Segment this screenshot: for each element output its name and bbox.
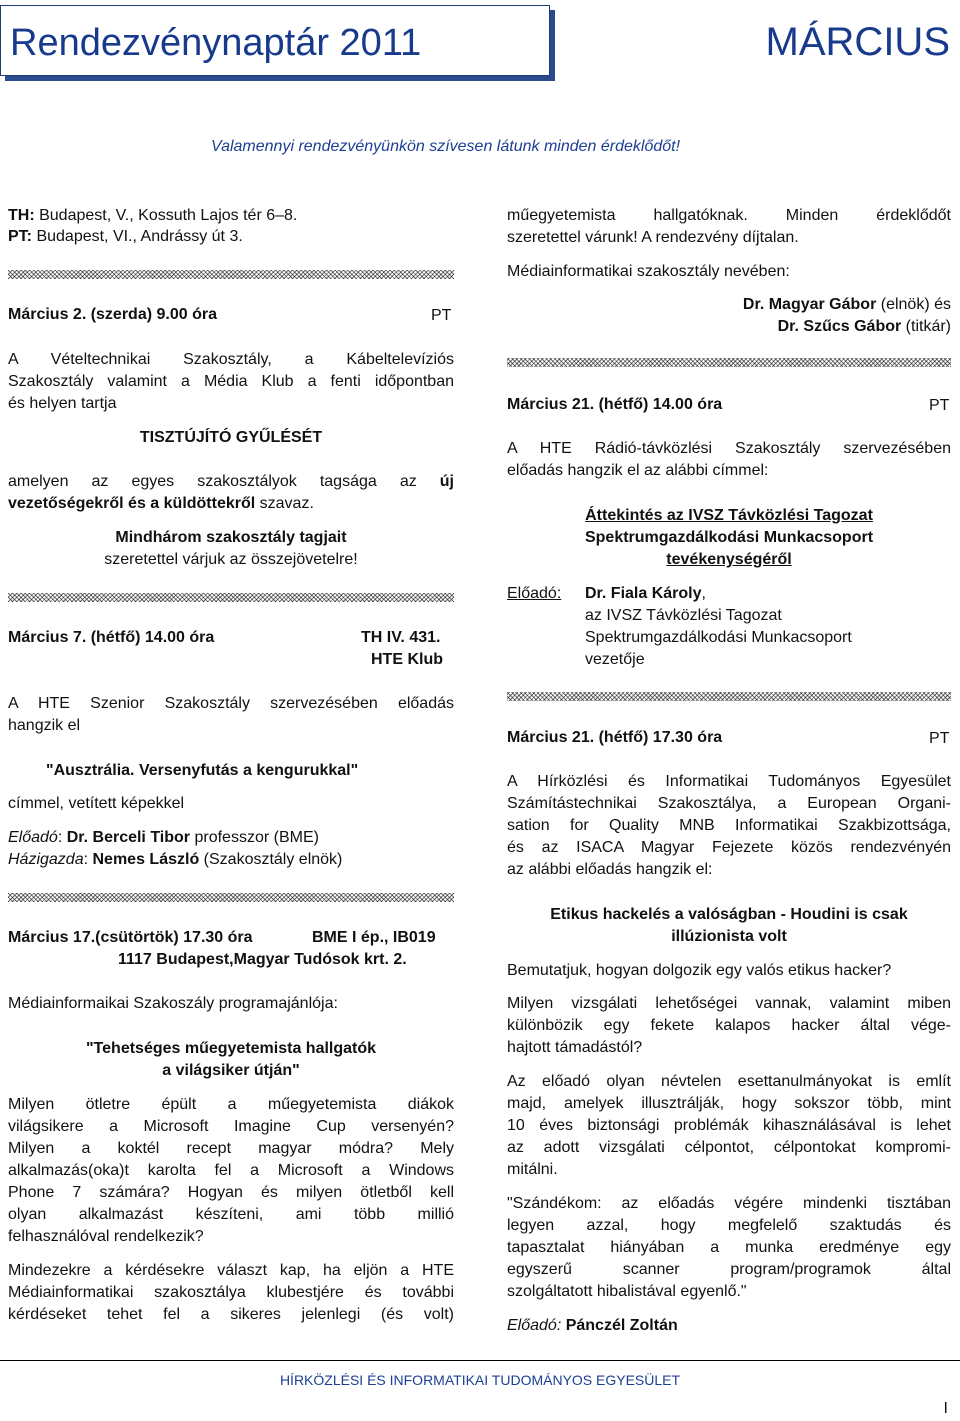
event3-place: BME I ép., IB019 bbox=[312, 929, 436, 946]
event2-place-2: HTE Klub bbox=[371, 651, 443, 668]
event1-place: PT bbox=[431, 307, 452, 324]
location-pt: PT: Budapest, VI., Andrássy út 3. bbox=[8, 228, 243, 245]
separator bbox=[507, 358, 951, 367]
event5-quote: "Szándékom: az előadás végére mindenki tisztában legyen azzal, hogy megfelelő szaktudás és tapasztalat hiányában a munka eredménye egy egyszerű scanner program/programok által szolgáltatott hibalistával egyenlő." bbox=[507, 1195, 951, 1300]
event5-speaker: Előadó: Pánczél Zoltán bbox=[507, 1317, 678, 1334]
event2-subtitle: címmel, vetített képekkel bbox=[8, 795, 185, 812]
event3-address: 1117 Budapest,Magyar Tudósok krt. 2. bbox=[118, 951, 407, 968]
separator bbox=[8, 593, 454, 602]
event4-speaker-label: Előadó: bbox=[507, 585, 562, 602]
event4-speaker: Dr. Fiala Károly, bbox=[585, 585, 706, 602]
event4-speaker-affil: az IVSZ Távközlési Tagozat bbox=[585, 607, 782, 624]
event5-paragraph4: Az előadó olyan névtelen esettanulmányokat is említ majd, amelyek illusztrálják, hogy sokszor több, mint 10 éves biztonsági problémák kihasználásával is lehet az adott vizsgálati célpontot, célpontokat kompromi- mitálni. bbox=[507, 1073, 951, 1178]
location-th: TH: Budapest, V., Kossuth Lajos tér 6–8. bbox=[8, 207, 298, 224]
event4-speaker-role: vezetője bbox=[585, 651, 645, 668]
event3-paragraph2: Mindezekre a kérdésekre választ kap, ha eljön a HTE Médiainformatikai szakosztálya klubestjére és további kérdéseket tehet fel a sikeres jelenlegi (és volt) bbox=[8, 1262, 454, 1323]
event4-paragraph: A HTE Rádió-távközlési Szakosztály szervezésében előadás hangzik el az alábbi címmel: bbox=[507, 440, 951, 479]
title-banner bbox=[0, 5, 550, 76]
event3-paragraph: Milyen ötletre épült a műegyetemista diákok világsikere a Microsoft Imagine Cup versenyén? Milyen a koktél recept magyar módra? Mely alkalmazás(oka)t karolta fel a Microsoft a Windows Phone 7 számára? Hogyan és milyen ötletből kell olyan alkalmazást készíteni, ami több millió felhasználóval rendelkezik? bbox=[8, 1096, 454, 1245]
event3-intro: Médiainformaikai Szakoszály programajánlója: bbox=[8, 995, 338, 1012]
event2-host: Házigazda: Nemes László (Szakosztály elnök) bbox=[8, 851, 343, 868]
event3-signer-1: Dr. Magyar Gábor (elnök) és bbox=[742, 296, 951, 313]
separator bbox=[8, 893, 454, 902]
event4-title: Áttekintés az IVSZ Távközlési Tagozat Spektrumgazdálkodási Munkacsoport tevékenységéről bbox=[584, 507, 874, 568]
event1-invite: Mindhárom szakosztály tagjait szeretettel várjuk az összejövetelre! bbox=[104, 529, 358, 568]
event1-paragraph: A Vételtechnikai Szakosztály, a Kábeltelevíziós Szakosztály valamint a Média Klub a fenti időpontban és helyen tartja bbox=[8, 351, 454, 412]
event1-date: Március 2. (szerda) 9.00 óra bbox=[8, 306, 217, 323]
separator bbox=[507, 692, 951, 701]
footer-divider bbox=[0, 1360, 960, 1361]
page-title: Rendezvénynaptár 2011 bbox=[10, 22, 422, 64]
event3-date: Március 17.(csütörtök) 17.30 óra bbox=[8, 929, 253, 946]
event3-title: "Tehetséges műegyetemista hallgatók a világsiker útján" bbox=[85, 1040, 377, 1079]
event5-paragraph3: Milyen vizsgálati lehetőségei vannak, valamint miben különbözik egy fekete kalapos hacker által vége- hajtott támadástól? bbox=[507, 995, 951, 1056]
page-number: I bbox=[943, 1400, 948, 1417]
event2-date: Március 7. (hétfő) 14.00 óra bbox=[8, 629, 215, 646]
event2-place: TH IV. 431. bbox=[361, 629, 441, 646]
event4-date: Március 21. (hétfő) 14.00 óra bbox=[507, 396, 723, 413]
event5-title: Etikus hackelés a valóságban - Houdini is csak illúzionista volt bbox=[550, 906, 908, 945]
event4-place: PT bbox=[929, 397, 950, 414]
separator bbox=[8, 270, 454, 279]
event5-place: PT bbox=[929, 730, 950, 747]
event5-date: Március 21. (hétfő) 17.30 óra bbox=[507, 729, 723, 746]
event5-paragraph2: Bemutatjuk, hogyan dolgozik egy valós etikus hacker? bbox=[507, 962, 892, 979]
event5-paragraph: A Hírközlési és Informatikai Tudományos Egyesület Számítástechnikai Szakosztálya, a European Organi- sation for Quality MNB Informatikai Szakbizottsága, és az ISACA Magyar Fejezete közös rendezvényén az alábbi előadás hangzik el: bbox=[507, 773, 951, 878]
footer-organization: HÍRKÖZLÉSI ÉS INFORMATIKAI TUDOMÁNYOS EGYESÜLET bbox=[279, 1372, 681, 1388]
event2-speaker: Előadó: Dr. Berceli Tibor professzor (BME) bbox=[8, 829, 319, 846]
event2-paragraph: A HTE Szenior Szakosztály szervezésében előadás hangzik el bbox=[8, 695, 454, 734]
event3-signer-2: Dr. Szűcs Gábor (titkár) bbox=[777, 318, 951, 335]
intro-text: Valamennyi rendezvényünkön szívesen látunk minden érdeklődőt! bbox=[211, 138, 681, 155]
event3-continued: műegyetemista hallgatóknak. Minden érdeklődőt szeretettel várunk! A rendezvény díjtalan. bbox=[507, 207, 951, 246]
event1-paragraph2: amelyen az egyes szakosztályok tagsága az új vezetőségekről és a küldöttekről szavaz. bbox=[8, 473, 454, 512]
event3-signature-intro: Médiainformatikai szakosztály nevében: bbox=[507, 263, 790, 280]
event4-speaker-affil-2: Spektrumgazdálkodási Munkacsoport bbox=[585, 629, 852, 646]
month-heading: MÁRCIUS bbox=[765, 20, 950, 64]
event2-title: "Ausztrália. Versenyfutás a kengurukkal" bbox=[46, 762, 359, 779]
event1-title: TISZTÚJÍTÓ GYŰLÉSÉT bbox=[139, 429, 323, 446]
